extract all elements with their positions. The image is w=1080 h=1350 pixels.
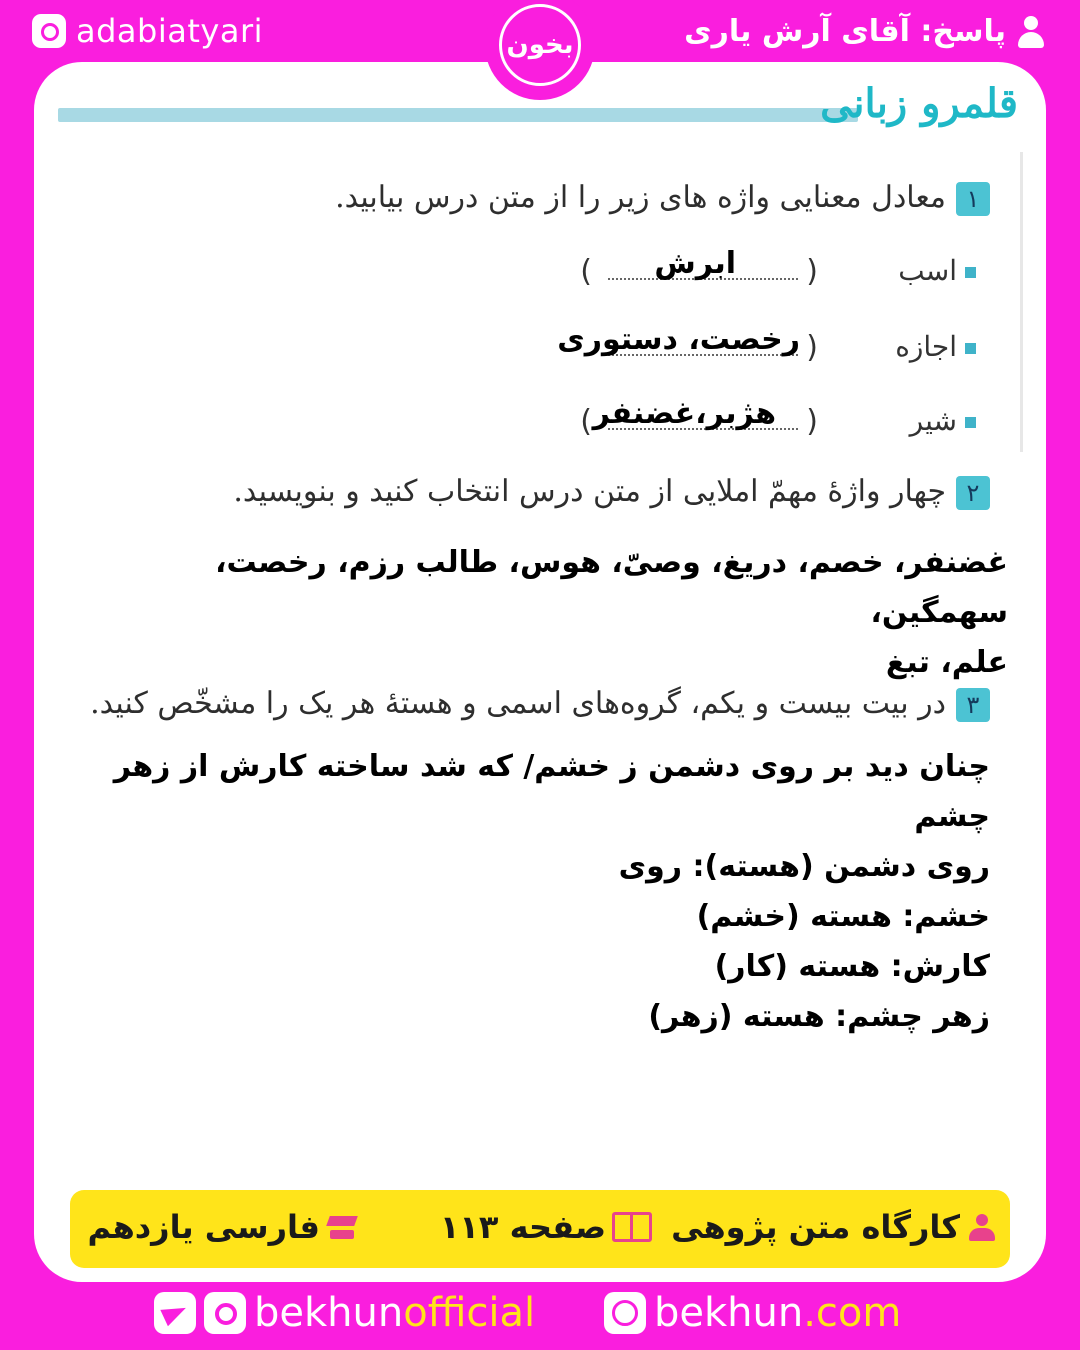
question-number-2: ۲ — [956, 476, 990, 510]
q3-answer-4: زهر چشم: هسته (زهر) — [648, 999, 990, 1034]
website-url-light: bekhun — [654, 1290, 804, 1336]
globe-icon — [604, 1292, 646, 1334]
telegram-icon[interactable] — [154, 1292, 196, 1334]
question-number-1: ۱ — [956, 182, 990, 216]
q1-item-1-word-text: اسب — [898, 254, 957, 287]
teacher-icon — [966, 1212, 998, 1242]
margin-line — [1020, 152, 1023, 452]
open-paren: ( — [806, 330, 818, 365]
workshop-text: کارگاه متن پژوهی — [671, 1208, 960, 1246]
bullet-icon — [965, 343, 976, 354]
q1-item-2-answer: رخصت، دستوری — [557, 322, 800, 357]
website-url-accent: .com — [803, 1290, 902, 1336]
instagram-icon[interactable] — [204, 1292, 246, 1334]
instagram-handle[interactable] — [32, 12, 263, 50]
q2-answer-line-2: علم، تبغ — [885, 645, 1008, 680]
section-divider — [58, 108, 858, 122]
q1-item-1 — [496, 246, 976, 304]
instagram-icon — [32, 14, 66, 48]
question-3-text: در بیت بیست و یکم، گروه‌های اسمی و هستهٔ هر یک را مشخّص کنید. — [90, 686, 946, 721]
question-1 — [335, 180, 990, 216]
social-handle-light: bekhun — [254, 1290, 404, 1336]
open-paren: ( — [806, 254, 818, 289]
question-2-text: چهار واژهٔ مهمّ املایی از متن درس انتخاب کنید و بنویسید. — [233, 474, 946, 509]
logo-mark: بخون — [499, 4, 581, 86]
subject-label — [87, 1208, 358, 1246]
footer-social[interactable] — [154, 1290, 535, 1336]
q1-item-2-word-text: اجازه — [895, 330, 957, 363]
q1-item-1-word — [898, 254, 976, 287]
content-card — [34, 62, 1046, 1282]
close-paren: ) — [580, 404, 592, 439]
user-icon — [1016, 16, 1046, 48]
bullet-icon — [965, 417, 976, 428]
page-label — [440, 1208, 652, 1246]
q3-answers — [390, 842, 990, 1042]
footer-website[interactable] — [604, 1290, 901, 1336]
q3-answer-2: خشم: هسته (خشم) — [696, 899, 990, 934]
q2-answer-line-1: غضنفر، خصم، دریغ، وصیّ، هوس، طالب رزم، رخصت، سهمگین، — [215, 545, 1008, 630]
question-number-3: ۳ — [956, 688, 990, 722]
q3-answer-1: روی دشمن (هسته): روی — [618, 849, 990, 884]
section-title: قلمرو زبانی — [820, 80, 1018, 127]
question-3 — [90, 686, 990, 722]
q3-answer-3: کارش: هسته (کار) — [714, 949, 990, 984]
q2-answer — [68, 538, 1008, 688]
website-url[interactable] — [654, 1290, 901, 1336]
bullet-icon — [965, 267, 976, 278]
answer-author-text: پاسخ: آقای آرش یاری — [684, 14, 1006, 49]
info-banner — [70, 1190, 1010, 1268]
graduation-cap-icon — [326, 1212, 358, 1242]
social-handle-accent: official — [403, 1290, 536, 1336]
question-2 — [233, 474, 990, 510]
q1-item-2 — [496, 322, 976, 380]
q3-verse: چنان دید بر روی دشمن ز خشم/ که شد ساخته کارش از زهر چشم — [113, 749, 990, 834]
subject-text: فارسی یازدهم — [87, 1208, 320, 1246]
q1-item-3-answer: هژبر،غضنفر — [592, 396, 776, 431]
q1-item-3-word-text: شیر — [909, 404, 957, 437]
book-icon — [612, 1212, 652, 1242]
answer-author — [684, 14, 1046, 49]
q1-item-2-word — [895, 330, 976, 363]
footer — [0, 1290, 1080, 1345]
q1-item-3-word — [910, 404, 976, 437]
page-text: صفحه ۱۱۳ — [439, 1208, 606, 1246]
q1-item-1-answer: ابرش — [654, 246, 736, 281]
instagram-handle-text: adabiatyari — [76, 12, 263, 50]
workshop-label — [671, 1208, 998, 1246]
close-paren: ) — [580, 254, 592, 289]
open-paren: ( — [806, 404, 818, 439]
q1-item-3 — [496, 396, 976, 454]
social-handle — [254, 1290, 535, 1336]
question-1-text: معادل معنایی واژه های زیر را از متن درس بیابید. — [335, 180, 946, 215]
